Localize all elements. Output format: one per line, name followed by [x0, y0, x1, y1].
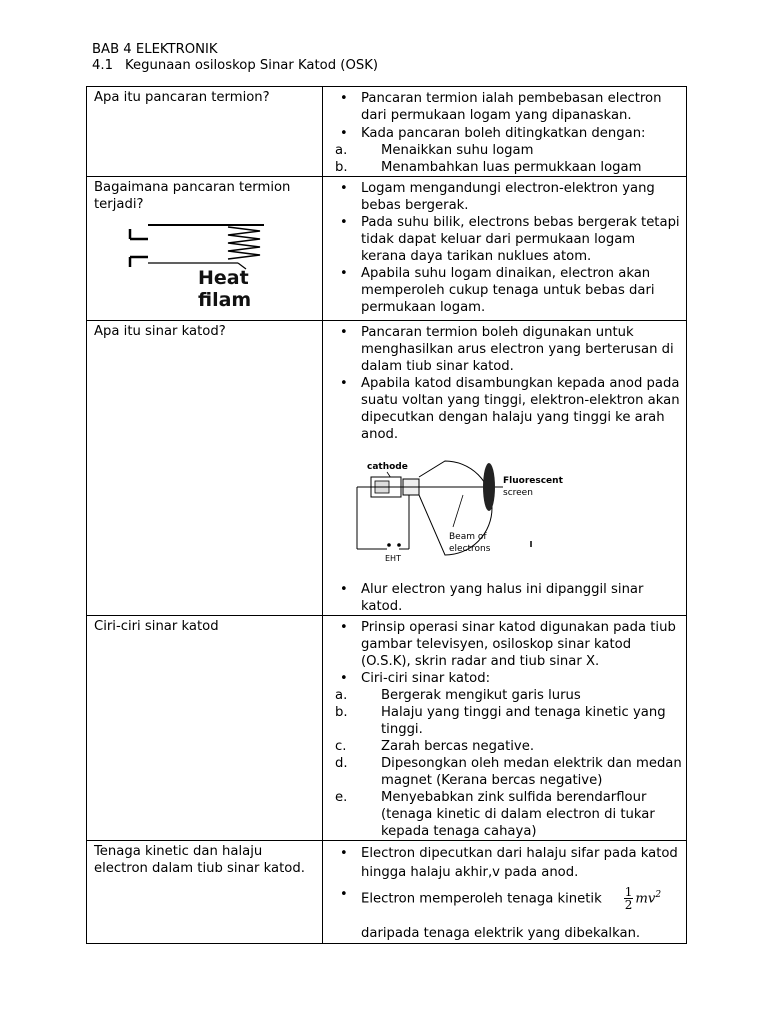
answer-cell	[323, 841, 687, 944]
question-text: Bagaimana pancaran termion terjadi?	[94, 180, 291, 212]
list-item: • Alur electron yang halus ini dipanggil sinar katod.	[323, 581, 682, 615]
sub-label: b.	[335, 160, 348, 175]
sub-label: c.	[335, 739, 347, 754]
beam-label: Beam of	[449, 532, 487, 542]
question-text: Apa itu sinar katod?	[94, 324, 226, 339]
table-row	[87, 616, 687, 841]
fraction-numerator: 1	[624, 885, 633, 899]
sub-item	[323, 704, 682, 738]
sub-text: Zarah bercas negative.	[381, 739, 535, 754]
electrons-label: electrons	[449, 544, 491, 554]
list-item: • Pancaran termion ialah pembebasan electron dari permukaan logam yang dipanaskan.	[323, 90, 682, 124]
eht-label: EHT	[385, 554, 401, 563]
filament-label: filam	[198, 289, 252, 311]
list-item	[323, 886, 682, 911]
sub-item	[323, 687, 682, 704]
notes-table	[86, 86, 687, 944]
table-row	[87, 177, 687, 321]
answer-cell	[323, 87, 687, 177]
sub-text: Menambahkan luas permukkaan logam	[381, 160, 642, 175]
chapter-title: BAB 4 ELEKTRONIK	[92, 42, 218, 57]
table-row	[87, 87, 687, 177]
question-cell	[87, 321, 323, 616]
fraction-denominator: 2	[624, 898, 633, 912]
energy-source-text: daripada tenaga elektrik yang dibekalkan.	[361, 926, 641, 941]
sub-label: a.	[335, 143, 348, 158]
cathode-label: cathode	[367, 462, 408, 472]
formula-exponent: 2	[655, 890, 662, 901]
sub-text: Dipesongkan oleh medan elektrik dan medan magnet (Kerana bercas negative)	[381, 756, 682, 788]
table-row	[87, 841, 687, 944]
list-item: • Apabila suhu logam dinaikan, electron akan memperoleh cukup tenaga untuk bebas dari permukaan logam.	[323, 265, 682, 316]
section-heading	[92, 57, 378, 74]
section-number: 4.1	[92, 58, 113, 73]
question-cell	[87, 87, 323, 177]
sub-label: a.	[335, 688, 348, 703]
kinetic-energy-text: Electron memperoleh tenaga kinetik	[361, 891, 602, 907]
sub-label: d.	[335, 756, 348, 771]
table-row	[87, 321, 687, 616]
sub-text: Menyebabkan zink sulfida berendarflour (tenaga kinetic di dalam electron di tukar kepada tenaga cahaya)	[381, 790, 655, 839]
fluorescent-label: Fluorescent	[503, 476, 563, 486]
heat-label: Heat	[198, 267, 249, 289]
sub-item	[323, 738, 682, 755]
list-item: • Apabila katod disambungkan kepada anod pada suatu voltan yang tinggi, elektron-elektron akan dipecutkan dengan halaju yang tinggi ke arah anod.	[323, 375, 682, 443]
section-title: Kegunaan osiloskop Sinar Katod (OSK)	[125, 58, 378, 73]
heated-filament-image	[128, 221, 264, 313]
cathode-ray-tube-diagram	[353, 455, 563, 575]
sub-item	[323, 789, 682, 840]
list-item: • Pancaran termion boleh digunakan untuk menghasilkan arus electron yang berterusan di dalam tiub sinar katod.	[323, 324, 682, 375]
sub-label: b.	[335, 705, 348, 720]
answer-cell	[323, 177, 687, 321]
list-item: • Electron dipecutkan dari halaju sifar pada katod hingga halaju akhir,v pada anod.	[323, 844, 682, 882]
list-item: • Logam mengandungi electron-elektron yang bebas bergerak.	[323, 180, 682, 214]
question-cell	[87, 177, 323, 321]
sub-text: Menaikkan suhu logam	[381, 143, 534, 158]
screen-label: screen	[503, 488, 533, 498]
question-text: Apa itu pancaran termion?	[94, 90, 270, 105]
sub-text: Bergerak mengikut garis lurus	[381, 688, 581, 703]
list-item: • Ciri-ciri sinar katod:	[323, 670, 682, 687]
list-item: • Pada suhu bilik, electrons bebas bergerak tetapi tidak dapat keluar dari permukaan logam kerana daya tarikan nuklues atom.	[323, 214, 682, 265]
formula-expression: mv	[635, 891, 656, 907]
sub-item	[323, 159, 682, 176]
question-text: Ciri-ciri sinar katod	[94, 619, 219, 634]
sub-text: Halaju yang tinggi and tenaga kinetic yang tinggi.	[381, 705, 666, 737]
question-cell	[87, 841, 323, 944]
sub-label: e.	[335, 790, 348, 805]
list-item: • Kada pancaran boleh ditingkatkan dengan:	[323, 125, 682, 142]
sub-item	[323, 755, 682, 789]
answer-cell	[323, 616, 687, 841]
answer-cell	[323, 321, 687, 616]
list-item: • Prinsip operasi sinar katod digunakan pada tiub gambar televisyen, osiloskop sinar katod (O.S.K), skrin radar and tiub sinar X.	[323, 619, 682, 670]
half-fraction	[624, 886, 634, 911]
question-cell	[87, 616, 323, 841]
question-text: Tenaga kinetic dan halaju electron dalam tiub sinar katod.	[94, 844, 305, 876]
sub-item	[323, 142, 682, 159]
